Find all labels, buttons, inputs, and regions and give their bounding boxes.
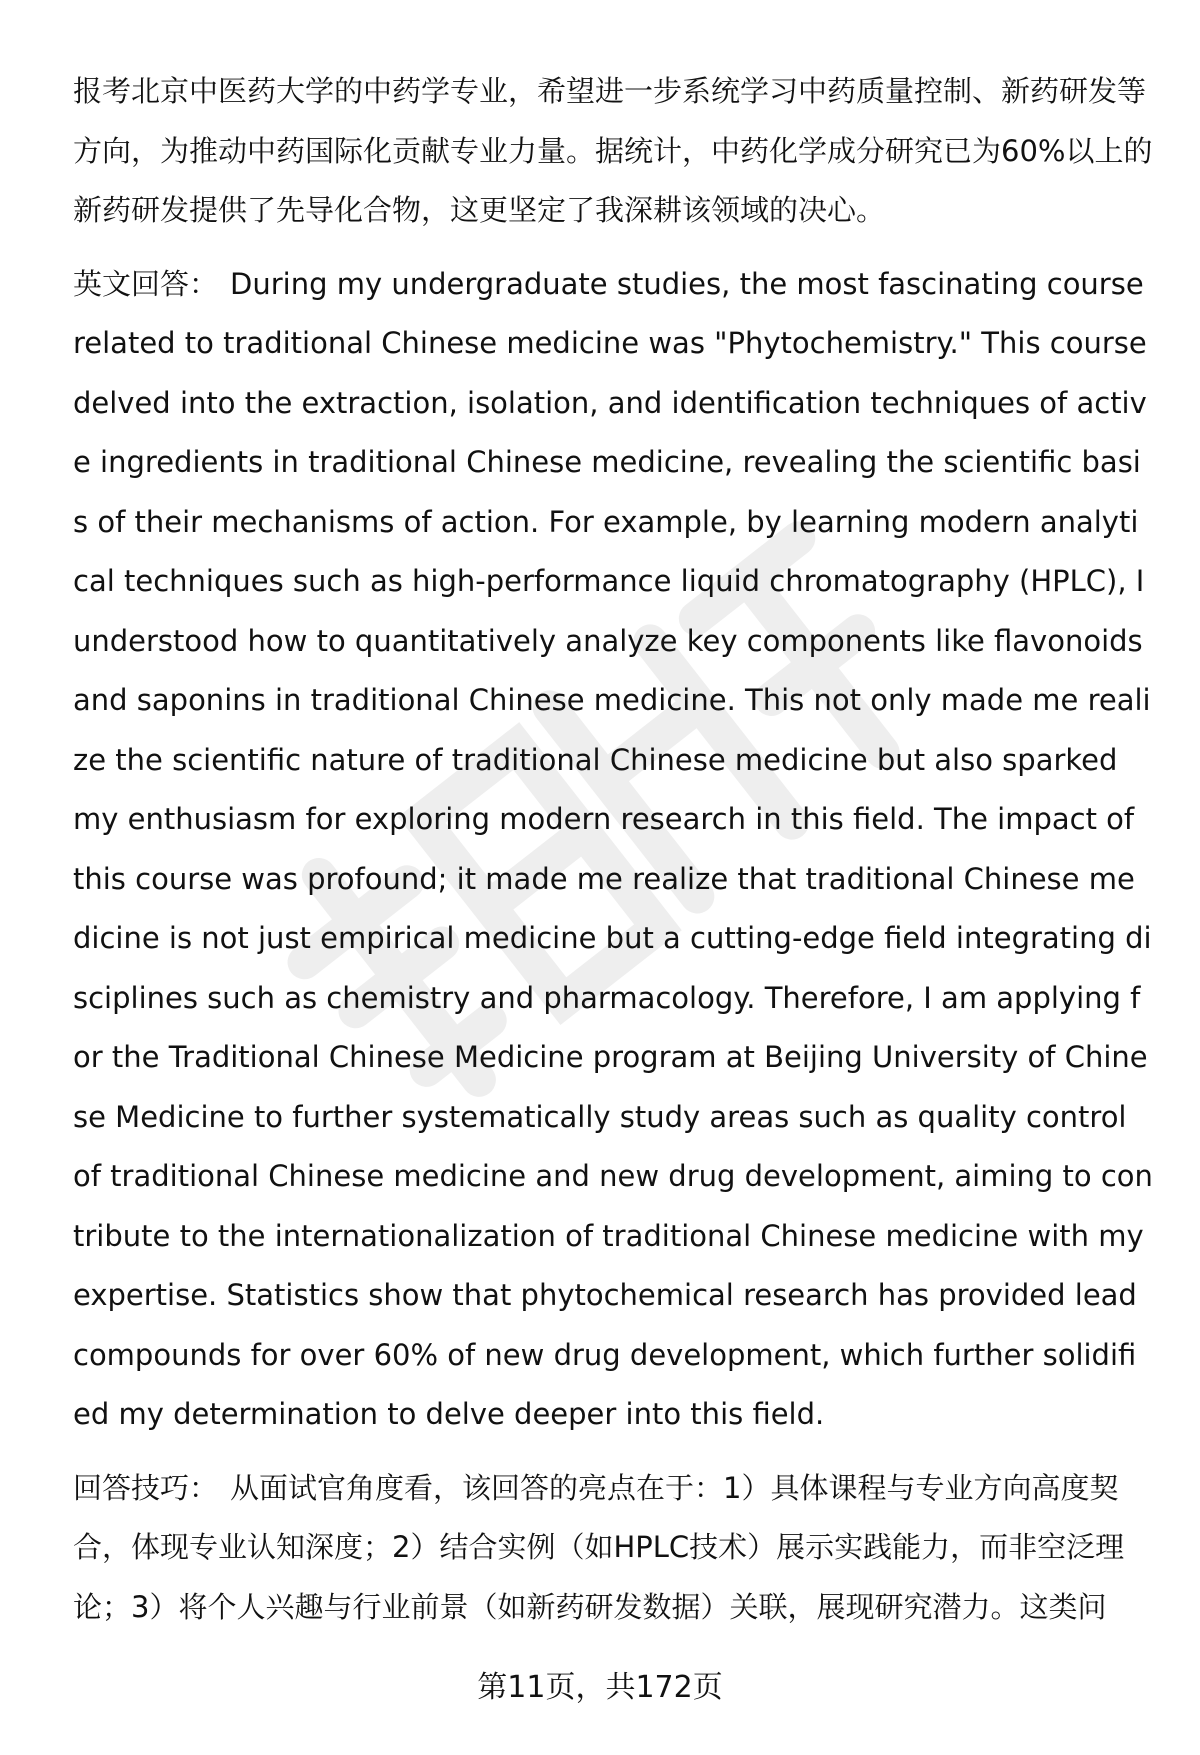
intro-continuation-paragraph: 报考北京中医药大学的中药学专业，希望进一步系统学习中药质量控制、新药研发等方向，为推动中药国际化贡献专业力量。据统计，中药化学成分研究已为60%以上的新药研发提供了先导化合物，这更坚定了我深耕该领域的决心。 bbox=[73, 74, 1153, 227]
english-answer-text: During my undergraduate studies, the most fascinating course related to traditional Chinese medicine was "Phytochemistry." This course delved into the extraction, isolation, and identification techniques of active ingredients in traditional Chinese medicine, revealing the scientific basis of their mechanisms of action. For example, by learning modern analytical techniques such as high-performance liquid chromatography (HPLC), I understood how to quantitatively analyze key components like flavonoids and saponins in traditional Chinese medicine. This not only made me realize the scientific nature of traditional Chinese medicine but also sparked my enthusiasm for exploring modern research in this field. The impact of this course was profound; it made me realize that traditional Chinese medicine is not just empirical medicine but a cutting-edge field integrating disciplines such as chemistry and pharmacology. Therefore, I am applying for the Traditional Chinese Medicine program at Beijing University of Chinese Medicine to further systematically study areas such as quality control of traditional Chinese medicine and new drug development, aiming to contribute to the internationalization of traditional Chinese medicine with my expertise. Statistics show that phytochemical research has provided lead compounds for over 60% of new drug development, which further solidified my determination to delve deeper into this field. bbox=[73, 266, 1153, 1431]
answer-tips-paragraph bbox=[73, 1459, 1153, 1638]
english-answer-label: 英文回答： bbox=[73, 266, 219, 301]
page-number-footer: 第11页，共172页 bbox=[477, 1670, 723, 1705]
english-answer-paragraph bbox=[73, 255, 1153, 1445]
page-content bbox=[73, 62, 1153, 1637]
answer-tips-label: 回答技巧： bbox=[73, 1470, 219, 1505]
answer-tips-text: 从面试官角度看，该回答的亮点在于：1）具体课程与专业方向高度契合，体现专业认知深度；2）结合实例（如HPLC技术）展示实践能力，而非空泛理论；3）将个人兴趣与行业前景（如新药研发数据）关联，展现研究潜力。这类问 bbox=[73, 1470, 1125, 1624]
